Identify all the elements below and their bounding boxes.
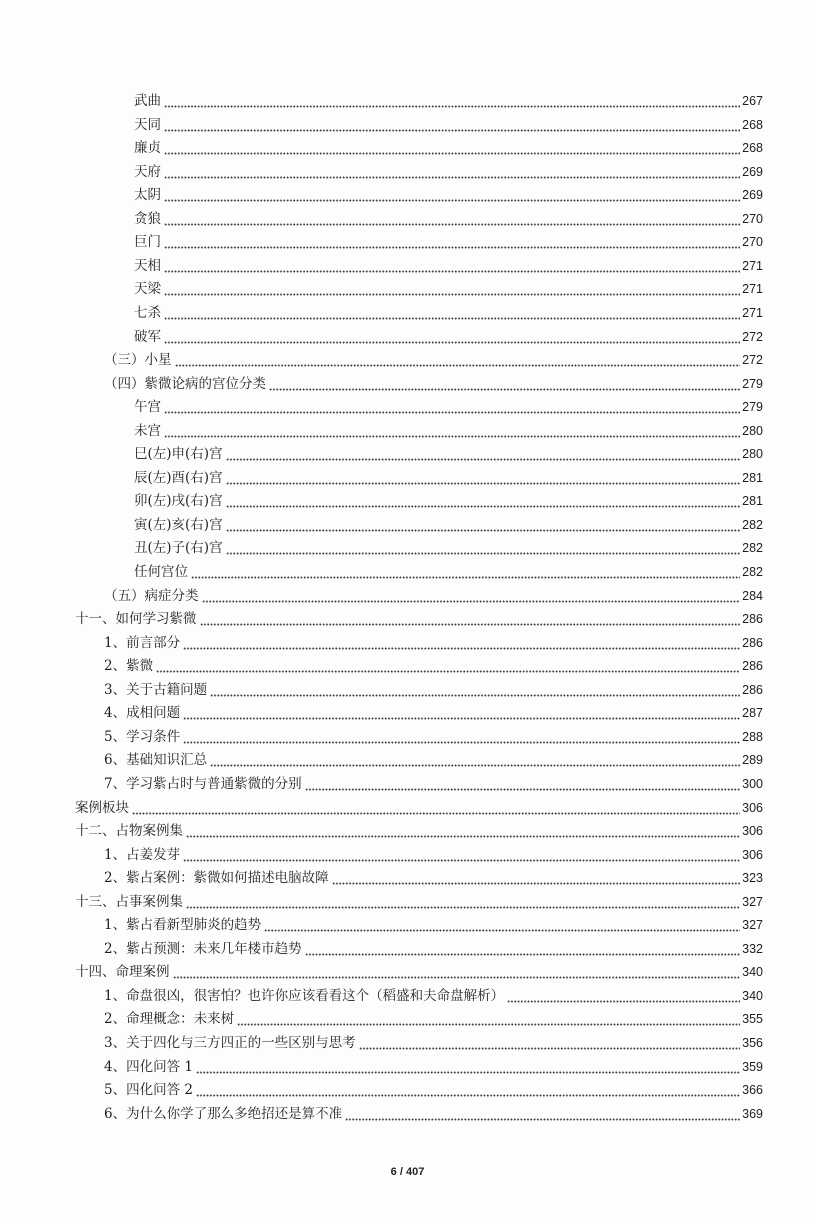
toc-entry-page: 366 xyxy=(742,1083,763,1098)
toc-entry-title: 丑(左)子(右)宫 xyxy=(134,540,223,557)
toc-entry[interactable] xyxy=(134,488,763,510)
dot-leader xyxy=(196,1058,740,1076)
toc-entry[interactable] xyxy=(104,1101,763,1123)
toc-entry-title: 2、紫占案例：紫微如何描述电脑故障 xyxy=(104,870,329,887)
dot-leader xyxy=(183,728,740,746)
dot-leader xyxy=(507,987,740,1005)
toc-entry[interactable] xyxy=(104,936,763,958)
dot-leader xyxy=(164,116,740,134)
toc-entry-title: 贪狼 xyxy=(134,210,161,227)
dot-leader xyxy=(226,516,741,534)
toc-entry[interactable] xyxy=(75,959,763,981)
toc-entry[interactable] xyxy=(104,842,763,864)
dot-leader xyxy=(164,257,740,275)
toc-entry-title: 寅(左)亥(右)宫 xyxy=(134,516,223,533)
dot-leader xyxy=(226,445,741,463)
toc-entry[interactable] xyxy=(134,276,763,298)
toc-entry-title: 十四、命理案例 xyxy=(75,964,170,981)
dot-leader xyxy=(164,210,740,228)
toc-entry-title: 4、四化问答 1 xyxy=(104,1058,193,1075)
toc-entry[interactable] xyxy=(134,418,763,440)
toc-entry-title: 太阴 xyxy=(134,187,161,204)
toc-entry-page: 332 xyxy=(742,941,763,956)
dot-leader xyxy=(164,92,740,110)
toc-entry-page: 327 xyxy=(742,918,763,933)
toc-entry-title: 任何宫位 xyxy=(134,564,188,580)
toc-entry-title: 6、基础知识汇总 xyxy=(104,752,208,769)
dot-leader xyxy=(186,822,740,840)
toc-entry-page: 289 xyxy=(742,753,763,768)
toc-entry[interactable] xyxy=(134,229,763,251)
toc-entry-title: 1、命盘很凶，很害怕？也许你应该看看这个（稻盛和夫命盘解析） xyxy=(104,987,505,1004)
toc-entry-page: 306 xyxy=(742,824,763,839)
toc-entry-page: 306 xyxy=(742,847,763,862)
dot-leader xyxy=(226,492,741,510)
toc-entry-page: 270 xyxy=(742,235,763,250)
toc-entry-page: 306 xyxy=(742,800,763,815)
toc-entry[interactable] xyxy=(104,1054,763,1076)
toc-entry-title: 巳(左)申(右)宫 xyxy=(134,446,223,463)
dot-leader xyxy=(269,375,740,393)
toc-entry-title: 5、四化问答 2 xyxy=(104,1082,193,1099)
dot-leader xyxy=(191,563,740,581)
toc-entry[interactable] xyxy=(134,394,763,416)
toc-entry-page: 280 xyxy=(742,423,763,438)
toc-entry-page: 300 xyxy=(742,776,763,791)
dot-leader xyxy=(164,163,740,181)
dot-leader xyxy=(164,422,740,440)
dot-leader xyxy=(264,916,740,934)
toc-entry-page: 271 xyxy=(742,305,763,320)
toc-entry[interactable] xyxy=(104,700,763,722)
toc-entry-title: 午宫 xyxy=(134,399,161,416)
dot-leader xyxy=(237,1010,740,1028)
toc-entry[interactable] xyxy=(134,300,763,322)
page-number: 6 / 407 xyxy=(390,1166,425,1178)
toc-entry[interactable] xyxy=(134,512,763,534)
dot-leader xyxy=(164,280,740,298)
toc-entry-title: 1、占姜发芽 xyxy=(104,846,181,863)
toc-entry-page: 359 xyxy=(742,1059,763,1074)
dot-leader xyxy=(359,1034,741,1052)
toc-entry[interactable] xyxy=(104,653,763,675)
toc-entry[interactable] xyxy=(134,88,763,110)
toc-entry[interactable] xyxy=(134,206,763,228)
toc-entry-title: 未宫 xyxy=(134,422,161,439)
toc-entry-title: （五）病症分类 xyxy=(104,587,199,604)
toc-entry-page: 282 xyxy=(742,517,763,532)
toc-entry-page: 279 xyxy=(742,400,763,415)
toc-entry-page: 286 xyxy=(742,659,763,674)
toc-entry-page: 282 xyxy=(742,565,763,579)
toc-entry-page: 287 xyxy=(742,706,763,721)
toc-entry[interactable] xyxy=(134,324,763,346)
toc-entry-page: 286 xyxy=(742,612,763,627)
toc-entry-page: 286 xyxy=(742,682,763,697)
toc-entry[interactable] xyxy=(134,441,763,463)
toc-entry-title: 十二、占物案例集 xyxy=(75,823,183,840)
dot-leader xyxy=(210,751,740,769)
toc-entry-page: 269 xyxy=(742,164,763,179)
toc-entry[interactable] xyxy=(104,371,763,393)
toc-entry[interactable] xyxy=(104,1030,763,1052)
toc-entry[interactable] xyxy=(104,583,763,605)
dot-leader xyxy=(183,704,740,722)
toc-entry-title: 武曲 xyxy=(134,93,161,109)
toc-entry-title: 3、关于古籍问题 xyxy=(104,681,208,698)
dot-leader xyxy=(226,539,741,557)
toc-entry-page: 268 xyxy=(742,141,763,156)
dot-leader xyxy=(164,186,740,204)
toc-entry-title: （四）紫微论病的宫位分类 xyxy=(104,375,266,392)
toc-entry[interactable] xyxy=(134,465,763,487)
dot-leader xyxy=(183,634,740,652)
toc-entry[interactable] xyxy=(104,912,763,934)
dot-leader xyxy=(196,1081,740,1099)
dot-leader xyxy=(305,940,741,958)
toc-entry[interactable] xyxy=(104,677,763,699)
toc-entry-page: 269 xyxy=(742,188,763,203)
toc-entry-page: 272 xyxy=(742,353,763,368)
toc-entry-page: 268 xyxy=(742,117,763,132)
toc-entry-title: 七杀 xyxy=(134,304,161,321)
toc-entry-page: 340 xyxy=(742,965,763,980)
toc-entry-title: 卯(左)戌(右)宫 xyxy=(134,493,223,510)
toc-entry-page: 281 xyxy=(742,494,763,509)
toc-entry-page: 270 xyxy=(742,211,763,226)
dot-leader xyxy=(164,328,740,346)
toc-entry-title: 4、成相问题 xyxy=(104,705,181,722)
toc-entry-title: 天同 xyxy=(134,116,161,133)
dot-leader xyxy=(132,799,740,817)
toc-entry-page: 267 xyxy=(742,94,763,108)
dot-leader xyxy=(156,657,740,675)
dot-leader xyxy=(345,1105,740,1123)
toc-entry-title: 案例板块 xyxy=(75,799,129,816)
dot-leader xyxy=(164,139,740,157)
toc-entry-title: 天相 xyxy=(134,257,161,274)
toc-entry-page: 327 xyxy=(742,894,763,909)
dot-leader xyxy=(200,610,741,628)
toc-entry[interactable] xyxy=(104,347,763,369)
toc-entry-page: 355 xyxy=(742,1012,763,1027)
dot-leader xyxy=(164,304,740,322)
dot-leader xyxy=(183,846,740,864)
toc-entry-page: 271 xyxy=(742,258,763,273)
toc-entry-title: 1、前言部分 xyxy=(104,634,181,651)
toc-entry[interactable] xyxy=(134,135,763,157)
toc-entry-title: 天梁 xyxy=(134,281,161,298)
dot-leader xyxy=(186,893,740,911)
toc-entry-title: （三）小星 xyxy=(104,352,172,369)
toc-entry[interactable] xyxy=(134,535,763,557)
toc-entry[interactable] xyxy=(75,606,763,628)
dot-leader xyxy=(164,233,740,251)
dot-leader xyxy=(164,398,740,416)
toc-entry-page: 340 xyxy=(742,988,763,1003)
toc-entry-title: 7、学习紫占时与普通紫微的分别 xyxy=(104,775,302,792)
toc-entry[interactable] xyxy=(134,182,763,204)
toc-entry-title: 破军 xyxy=(134,328,161,345)
toc-entry-page: 284 xyxy=(742,588,763,603)
toc-entry-page: 280 xyxy=(742,447,763,462)
toc-entry-page: 323 xyxy=(742,871,763,886)
dot-leader xyxy=(202,587,741,605)
dot-leader xyxy=(332,869,741,887)
toc-entry-page: 282 xyxy=(742,541,763,556)
toc-entry-page: 271 xyxy=(742,282,763,297)
toc-entry[interactable] xyxy=(75,889,763,911)
toc-entry-title: 3、关于四化与三方四正的一些区别与思考 xyxy=(104,1035,356,1051)
toc-entry[interactable] xyxy=(104,865,763,887)
toc-entry-page: 286 xyxy=(742,635,763,650)
toc-entry-title: 十三、占事案例集 xyxy=(75,893,183,910)
toc-entry-title: 天府 xyxy=(134,163,161,180)
toc-entry[interactable] xyxy=(104,1006,763,1028)
toc-entry[interactable] xyxy=(104,630,763,652)
toc-entry[interactable] xyxy=(104,724,763,746)
toc-entry[interactable] xyxy=(134,159,763,181)
toc-entry-page: 281 xyxy=(742,470,763,485)
dot-leader xyxy=(210,681,740,699)
toc-entry-title: 1、紫占看新型肺炎的趋势 xyxy=(104,917,262,934)
toc-entry-title: 2、命理概念：未来树 xyxy=(104,1011,235,1028)
toc-entry-page: 369 xyxy=(742,1106,763,1121)
toc-entry-title: 6、为什么你学了那么多绝招还是算不准 xyxy=(104,1105,343,1122)
toc-entry[interactable] xyxy=(134,112,763,134)
toc-entry[interactable] xyxy=(104,1077,763,1099)
dot-leader xyxy=(226,469,741,487)
toc-entry-page: 288 xyxy=(742,729,763,744)
toc-entry-title: 十一、如何学习紫微 xyxy=(75,611,197,628)
toc-entry-title: 巨门 xyxy=(134,234,161,251)
toc-entry-title: 2、紫占预测：未来几年楼市趋势 xyxy=(104,940,302,957)
toc-entry[interactable] xyxy=(134,559,763,581)
dot-leader xyxy=(173,963,741,981)
toc-entry[interactable] xyxy=(104,983,763,1005)
toc-entry[interactable] xyxy=(134,253,763,275)
toc-entry-title: 5、学习条件 xyxy=(104,728,181,745)
dot-leader xyxy=(175,351,741,369)
toc-entry-page: 279 xyxy=(742,376,763,391)
toc-entry-title: 辰(左)酉(右)宫 xyxy=(134,469,223,486)
toc-entry-page: 356 xyxy=(742,1036,763,1050)
toc-entry-title: 2、紫微 xyxy=(104,658,154,675)
toc-entry-title: 廉贞 xyxy=(134,140,161,157)
dot-leader xyxy=(305,775,741,793)
toc-entry[interactable] xyxy=(104,747,763,769)
toc-entry[interactable] xyxy=(75,795,763,817)
toc-entry[interactable] xyxy=(75,818,763,840)
toc-entry-page: 272 xyxy=(742,329,763,344)
toc-entry[interactable] xyxy=(104,771,763,793)
